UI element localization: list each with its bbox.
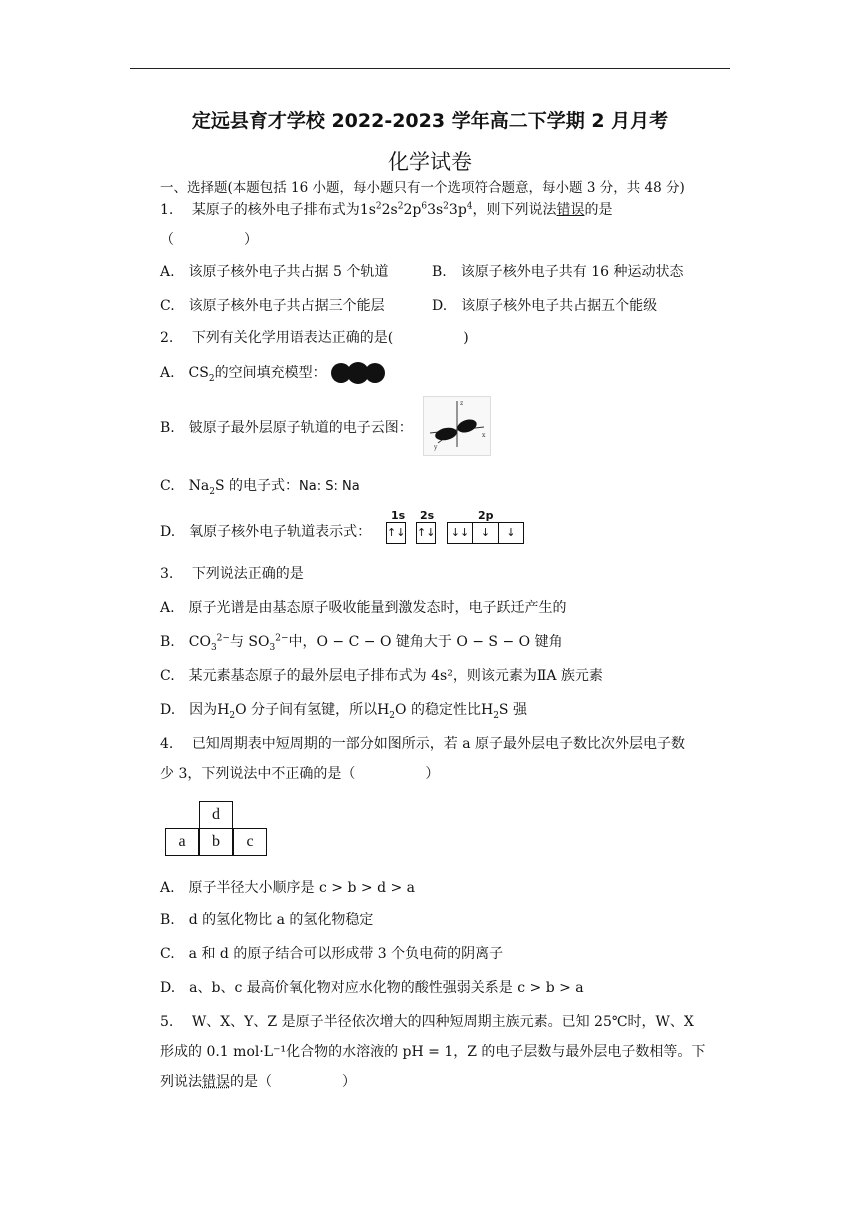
- option-d: D. 氧原子核外电子轨道表示式：: [160, 524, 372, 540]
- option-a: A. 该原子核外电子共占据 5 个轨道: [160, 264, 389, 280]
- table-cell-c: c: [233, 828, 267, 856]
- question-5-stem: 5. W、X、Y、Z 是原子半径依次增大的四种短周期主族元素。已知 25℃时，W、X: [160, 1014, 694, 1030]
- question-5-stem-end: 列说法错误的是（ ）: [160, 1074, 356, 1090]
- option-c: C. a 和 d 的原子结合可以形成带 3 个负电荷的阴离子: [160, 946, 504, 962]
- header-rule: [130, 68, 730, 69]
- exam-subtitle: 化学试卷: [388, 150, 472, 174]
- question-5-stem-cont: 形成的 0.1 mol·L⁻¹化合物的水溶液的 pH = 1，Z 的电子层数与最外层电子数相等。下: [160, 1044, 706, 1060]
- orbital-label-2s: 2s: [420, 509, 435, 522]
- beryllium-orbital-diagram: [423, 396, 491, 456]
- question-4-stem: 4. 已知周期表中短周期的一部分如图所示，若 a 原子最外层电子数比次外层电子数: [160, 736, 686, 752]
- question-3-stem: 3. 下列说法正确的是: [160, 566, 304, 582]
- orbital-box: ↓↓: [447, 522, 473, 544]
- question-number: 1.: [160, 202, 174, 218]
- na2s-electron-formula: Na: S: Na: [299, 479, 360, 494]
- orbital-label-1s: 1s: [391, 509, 406, 522]
- option-d: D. 该原子核外电子共占据五个能级: [432, 298, 658, 314]
- table-cell-d: d: [199, 801, 233, 829]
- option-a: A. 原子半径大小顺序是 c > b > d > a: [160, 880, 416, 896]
- orbital-box: ↑↓: [416, 522, 436, 544]
- orbital-box: ↓: [472, 522, 499, 544]
- option-b: B. d 的氢化物比 a 的氢化物稳定: [160, 912, 374, 928]
- option-b: B. 铍原子最外层原子轨道的电子云图：: [160, 420, 413, 436]
- orbital-box: ↓: [498, 522, 524, 544]
- svg-text:y: y: [434, 444, 438, 451]
- question-4-stem-cont: 少 3，下列说法中不正确的是（ ）: [160, 766, 440, 782]
- question-2-stem: 2. 下列有关化学用语表达正确的是( ): [160, 330, 469, 346]
- section-heading: 一、选择题(本题包括 16 小题，每小题只有一个选项符合题意，每小题 3 分，共 48 分): [160, 180, 685, 196]
- option-b: B. $CO_3^{2-}$与 $SO_3^{2-}$中，O − C − O 键角大于 O − S − O 键角: [160, 633, 563, 653]
- emphasis-wrong: 错误: [556, 202, 585, 218]
- option-d: D. a、b、c 最高价氧化物对应水化物的酸性强弱关系是 c > b > a: [160, 980, 584, 996]
- cs2-space-filling-model: [331, 362, 387, 384]
- orbital-box: ↑↓: [386, 522, 406, 544]
- emphasis-wrong: 错误: [202, 1074, 230, 1090]
- option-b: B. 该原子核外电子共有 16 种运动状态: [432, 264, 684, 280]
- question-1-stem: 1. 某原子的核外电子排布式为$1s^22s^22p^63s^23p^4$，则下列说法错误的是: [160, 201, 613, 218]
- option-c: C. $Na_2S$ 的电子式：Na: S: Na: [160, 478, 360, 497]
- orbital-label-2p: 2p: [478, 509, 494, 522]
- table-cell-b: b: [199, 828, 233, 856]
- table-cell-a: a: [165, 828, 199, 856]
- option-c: C. 某元素基态原子的最外层电子排布式为 4s²，则该元素为ⅡA 族元素: [160, 668, 603, 684]
- svg-text:z: z: [460, 400, 464, 407]
- option-a: A. $CS_2$的空间填充模型：: [160, 362, 387, 384]
- svg-text:x: x: [482, 432, 486, 439]
- option-d: D. 因为$H_2O$ 分子间有氢键，所以$H_2O$ 的稳定性比$H_2S$ 强: [160, 702, 527, 721]
- answer-paren: （ ）: [160, 232, 258, 248]
- option-c: C. 该原子核外电子共占据三个能层: [160, 298, 385, 314]
- exam-title: 定远县育才学校 2022-2023 学年高二下学期 2 月月考: [191, 110, 669, 132]
- option-a: A. 原子光谱是由基态原子吸收能量到激发态时，电子跃迁产生的: [160, 600, 567, 616]
